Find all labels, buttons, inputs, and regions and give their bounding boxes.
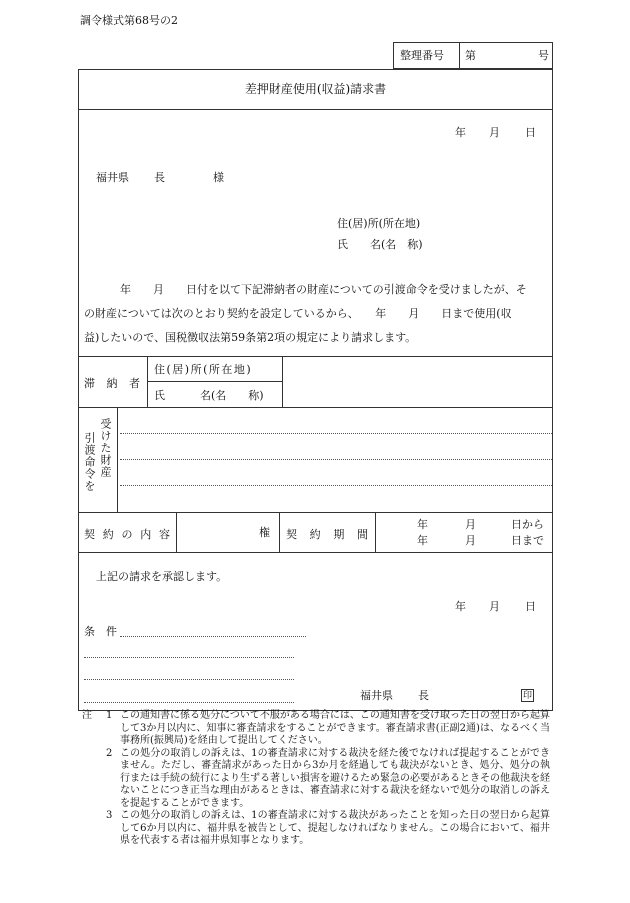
contract-period-label-char: 約 — [309, 528, 321, 541]
divider — [147, 381, 282, 382]
applicant-name-label: 氏 名(名 称) — [337, 238, 423, 251]
dotted-line — [120, 636, 306, 637]
note-text: この通知書に係る処分について不服がある場合には、この通知書を受け取った日の翌日から起算して3か月以内に、知事に審査請求をすることができます。審査請求書(正副2通)は、なるべく当事務所(振興局)を経由して提出してください。 — [120, 710, 550, 746]
divider — [282, 356, 283, 407]
addressee-chief: 長 — [154, 171, 165, 184]
contract-to-day: 日まで — [511, 534, 544, 547]
contract-from-month: 月 — [465, 518, 476, 531]
dotted-line — [84, 702, 294, 703]
contract-label-char: 約 — [102, 528, 114, 541]
contract-period-label-char: 期 — [333, 528, 345, 541]
contract-label — [84, 526, 170, 542]
request-date-month: 月 — [489, 126, 500, 139]
contract-period-label — [286, 526, 368, 542]
divider — [78, 512, 553, 513]
reference-number-prefix: 第 — [465, 49, 476, 62]
divider — [176, 512, 177, 552]
contract-right: 権 — [259, 526, 270, 539]
conditions-label: 条 件 — [84, 625, 117, 638]
divider — [459, 42, 460, 69]
form-title: 差押財産使用(収益)請求書 — [244, 82, 387, 96]
note-item — [82, 710, 550, 748]
taxpayer-label-char: 納 — [106, 377, 118, 390]
contract-from-year: 年 — [417, 518, 428, 531]
taxpayer-label-char: 者 — [129, 377, 140, 390]
contract-label-char: 契 — [84, 528, 95, 541]
approval-date-day: 日 — [525, 600, 536, 613]
divider — [375, 512, 376, 552]
addressee-prefecture: 福井県 — [96, 171, 129, 184]
body-line-3: 益)したいので、国税徴収法第59条第2項の規定により請求します。 — [84, 331, 417, 344]
taxpayer-label-char: 滞 — [84, 377, 95, 390]
approval-date-month: 月 — [489, 600, 500, 613]
form-frame — [78, 69, 553, 711]
contract-period-label-char: 契 — [286, 528, 297, 541]
note-item — [82, 810, 550, 848]
contract-from-day: 日から — [511, 518, 544, 531]
reference-number-suffix: 号 — [538, 49, 549, 62]
contract-label-char: の — [121, 528, 133, 541]
dotted-line — [84, 679, 294, 680]
contract-to-month: 月 — [465, 534, 476, 547]
divider — [117, 407, 118, 512]
divider — [78, 109, 553, 110]
taxpayer-name-label-a: 氏 — [154, 389, 165, 402]
divider — [78, 356, 553, 357]
body-line-2: の財産については次のとおり契約を設定しているから、 年 月 日まで使用(収 — [84, 307, 512, 320]
notes-label: 注 — [82, 710, 92, 721]
applicant-address-label: 住(居)所(所在地) — [337, 217, 421, 230]
addressee-honorific: 様 — [213, 171, 224, 184]
contract-label-char: 容 — [159, 528, 170, 541]
delivered-label-right: 受けた財産 — [99, 418, 112, 478]
delivered-label-left: 引渡命令を — [83, 432, 96, 492]
seal-mark: 印 — [522, 691, 532, 701]
contract-to-year: 年 — [417, 534, 428, 547]
note-number: 3 — [106, 810, 113, 821]
request-date-year: 年 — [455, 126, 466, 139]
taxpayer-name-label-b: 名(名 称) — [200, 389, 264, 402]
dotted-line — [120, 485, 552, 486]
note-number: 2 — [106, 747, 113, 759]
notes — [82, 710, 550, 848]
divider — [78, 552, 553, 553]
taxpayer-address-label: 住(居)所(所在地) — [154, 363, 253, 376]
divider — [279, 512, 280, 552]
dotted-line — [120, 433, 552, 434]
note-text: この処分の取消しの訴えは、1の審査請求に対する裁決があったことを知った日の翌日から起算して6か月以内に、福井県を被告として、提起しなければなりません。この場合において、福井県を代表する者は福井県知事となります。 — [120, 810, 550, 846]
note-item — [82, 748, 550, 811]
note-text: この処分の取消しの訴えは、1の審査請求に対する裁決を経た後でなければ提起することができません。ただし、審査請求があった日から3か月を経過しても裁決がないとき、処分、処分の執行または手続の続行により生ずる著しい損害を避けるため緊急の必要があるときその他裁決を経ないことにつき正当な理由があるときは、審査請求に対する裁決を経ないで処分の取消しの訴えを提起することができます。 — [120, 747, 550, 809]
body-line-1: 年 月 日付を以て下記滞納者の財産についての引渡命令を受けましたが、そ — [120, 283, 527, 296]
divider — [78, 407, 553, 408]
signer-prefecture: 福井県 — [360, 689, 393, 702]
contract-label-char: 内 — [140, 528, 152, 541]
signer-chief: 長 — [418, 689, 429, 702]
form-number: 調令様式第68号の2 — [80, 14, 178, 27]
dotted-line — [120, 459, 552, 460]
contract-period-label-char: 間 — [356, 528, 368, 541]
taxpayer-label — [84, 375, 140, 391]
approval-date-year: 年 — [455, 600, 466, 613]
approval-text: 上記の請求を承認します。 — [96, 570, 228, 583]
request-date-day: 日 — [525, 126, 536, 139]
note-number: 1 — [106, 710, 113, 721]
dotted-line — [84, 657, 294, 658]
reference-number-label: 整理番号 — [400, 49, 444, 62]
